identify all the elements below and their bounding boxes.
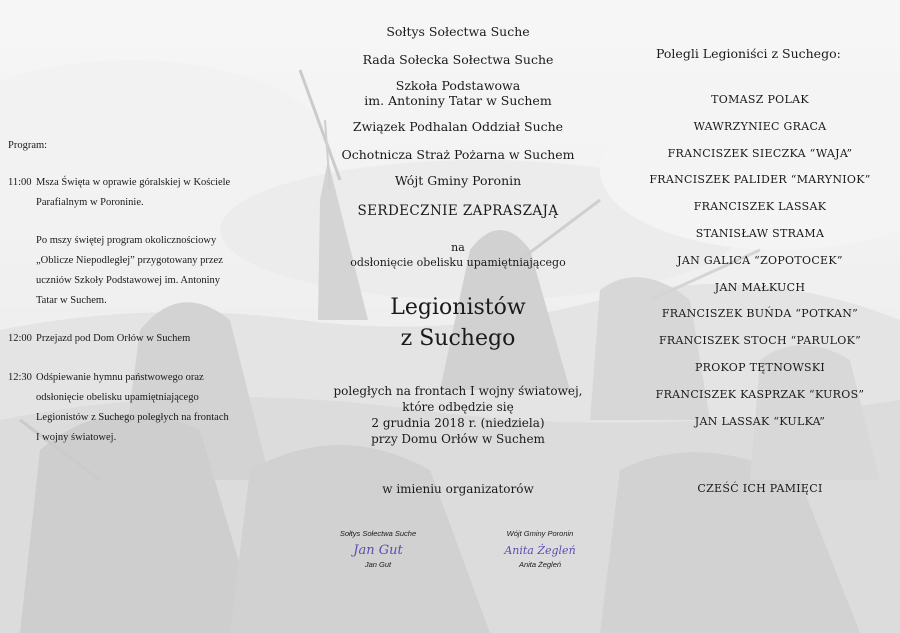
- signature-scribble-text: Anita Żegleń: [504, 544, 576, 557]
- program-text: [36, 329, 278, 349]
- program-title: Program:: [8, 140, 48, 151]
- organizer: im. Antoniny Tatar w Suchem: [364, 93, 552, 108]
- organizer: Sołtys Sołectwa Suche: [386, 24, 530, 39]
- na-text: na: [451, 241, 465, 254]
- program-line: „Oblicze Niepodległej” przygotowany przez: [36, 255, 223, 266]
- program-line: Przejazd pod Dom Orłów w Suchem: [36, 333, 191, 344]
- signature-name: Anita Żegleń: [518, 560, 562, 569]
- program-line: Parafialnym w Poroninie.: [36, 197, 144, 208]
- organizer: Rada Sołecka Sołectwa Suche: [362, 52, 554, 67]
- fallen-name: FRANCISZEK STOCH “PARULOK”: [658, 334, 862, 348]
- fallen-name: FRANCISZEK PALIDER “MARYNIOK”: [649, 173, 871, 187]
- memory-text: CZEŚĆ ICH PAMIĘCI: [697, 482, 823, 496]
- program-line: odsłonięcie obelisku upamiętniającego: [36, 392, 199, 403]
- organizer: Ochotnicza Straż Pożarna w Suchem: [341, 147, 575, 162]
- signature-name: Jan Gut: [364, 560, 392, 569]
- program-line: uczniów Szkoły Podstawowej im. Antoniny: [36, 275, 221, 286]
- fallen-name: FRANCISZEK LASSAK: [693, 200, 827, 214]
- details-line: 2 grudnia 2018 r. (niedziela): [371, 416, 545, 430]
- signature-role: Wójt Gminy Poronin: [506, 529, 574, 538]
- fallen-name: FRANCISZEK SIECZKA “WAJA”: [667, 146, 853, 160]
- fallen-name: TOMASZ POLAK: [711, 93, 809, 106]
- organizer: Związek Podhalan Oddział Suche: [352, 119, 564, 134]
- occasion-text: odsłonięcie obelisku upamiętniającego: [350, 256, 566, 269]
- fallen-name: STANISŁAW STRAMA: [695, 226, 825, 240]
- program-text: [36, 231, 278, 311]
- fallen-name: WAWRZYNIEC GRACA: [693, 119, 827, 133]
- on-behalf-text: w imieniu organizatorów: [382, 482, 534, 496]
- fallen-name: JAN LASSAK “KULKA”: [694, 414, 826, 428]
- program-line: I wojny światowej.: [36, 432, 117, 443]
- fallen-legionnaires-section: [632, 46, 888, 495]
- program-line: Odśpiewanie hymnu państwowego oraz: [36, 372, 204, 383]
- fallen-name: PROKOP TĘTNOWSKI: [694, 360, 826, 374]
- fallen-name: FRANCISZEK BUŃDA “POTKAN”: [661, 307, 859, 321]
- program-time: [8, 231, 36, 311]
- fallen-name: JAN GALICA “ZOPOTOCEK”: [677, 253, 843, 267]
- details-line: przy Domu Orłów w Suchem: [371, 432, 545, 446]
- organizer: Wójt Gminy Poronin: [394, 173, 522, 188]
- program-time: 12:30: [8, 372, 32, 383]
- main-title-line2: z Suchego: [400, 326, 516, 351]
- program-item: [8, 173, 278, 213]
- program-line: Po mszy świętej program okolicznościowy: [36, 235, 217, 246]
- fallen-list: [632, 87, 888, 435]
- signature-role: Sołtys Sołectwa Suche: [339, 529, 417, 538]
- handwritten-signature: [328, 540, 428, 558]
- organizer: Szkoła Podstawowa: [395, 78, 521, 93]
- fallen-name: JAN MAŁKUCH: [714, 280, 806, 294]
- program-text: [36, 173, 278, 213]
- signature-block-soltys: [318, 529, 438, 570]
- program-line: Legionistów z Suchego poległych na frontach: [36, 412, 229, 423]
- signature-block-wojt: [480, 529, 600, 570]
- signature-scribble-text: Jan Gut: [353, 543, 403, 558]
- invite-heading: SERDECZNIE ZAPRASZAJĄ: [357, 203, 559, 219]
- main-title-line1: Legionistów: [390, 295, 526, 320]
- program-text: [36, 368, 278, 448]
- program-line: Tatar w Suchem.: [36, 295, 107, 306]
- details-line: poległych na frontach I wojny światowej,: [333, 384, 583, 398]
- program-time: 11:00: [8, 177, 32, 188]
- program-item: [8, 368, 278, 448]
- program-line: Msza Święta w oprawie góralskiej w Kościele: [36, 177, 231, 188]
- handwritten-signature: [490, 540, 590, 558]
- program-time: 12:00: [8, 333, 32, 344]
- fallen-heading: Polegli Legioniści z Suchego:: [656, 46, 841, 61]
- program-section: [8, 136, 278, 448]
- fallen-name: FRANCISZEK KASPRZAK “KUROS”: [655, 387, 865, 401]
- program-item: [8, 329, 278, 349]
- program-item: [8, 231, 278, 311]
- details-line: które odbędzie się: [402, 400, 514, 414]
